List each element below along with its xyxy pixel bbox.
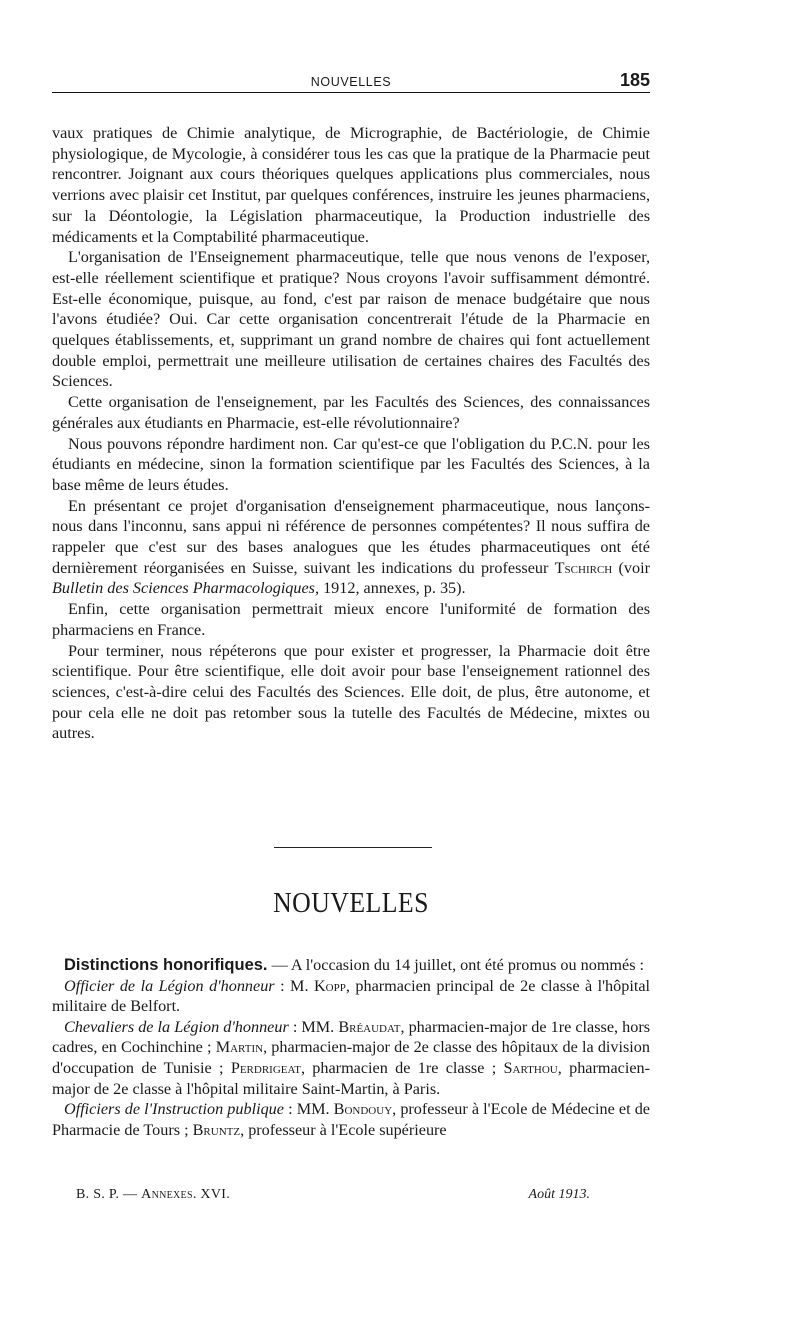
distinction-label: Officiers de l'Instruction publique bbox=[64, 1100, 284, 1119]
distinction-label: Chevaliers de la Légion d'honneur bbox=[64, 1017, 289, 1036]
news-item-title: Distinctions honorifiques. bbox=[64, 956, 268, 974]
person-name: Bréaudat bbox=[338, 1017, 401, 1036]
running-title: NOUVELLES bbox=[310, 75, 392, 89]
footer-annexes: Annexes bbox=[141, 1187, 193, 1202]
article-body bbox=[52, 123, 650, 744]
person-name: Tschirch bbox=[554, 558, 613, 577]
article-paragraph: vaux pratiques de Chimie analytique, de Micrographie, de Bactériologie, de Chimie physiologique, de Mycologie, à considérer tous les cas que la pratique de la Pharmacie peut rencontrer. Joignant aux cours théoriques quelques applications plus commerciales, nous verrions avec plaisir cet Institut, par quelques conférences, instruire les jeunes pharmaciens, sur la Déontologie, la Législation pharmaceutique, la Production industrielle des médicaments et la Comptabilité pharmaceutique. bbox=[52, 124, 650, 246]
article-paragraph: Nous pouvons répondre hardiment non. Car qu'est-ce que l'obligation du P.C.N. pour les étudiants en médecine, sinon la formation scientifique par les Facultés des Sciences, à la base même de leurs études. bbox=[52, 434, 650, 494]
person-name: Martin bbox=[215, 1038, 264, 1057]
article-paragraph: Pour terminer, nous répéterons que pour exister et progresser, la Pharmacie doit être scientifique. Pour être scientifique, elle doit avoir pour base l'enseignement rationnel des sciences, c'est-à-dire celui des Facultés des Sciences. Elle doit, de plus, être autonome, et pour cela elle ne doit pas retomber sous la tutelle des Facultés de Médecine, mixtes ou autres. bbox=[52, 641, 650, 743]
paragraph-text: , professeur à l'Ecole de Médecine et de Pharmacie de Tours ; bbox=[52, 1100, 650, 1139]
paragraph-text: , pharmacien-major de 1re classe, hors cadres, en Cochinchine ; bbox=[52, 1017, 651, 1057]
person-name: Bruntz bbox=[192, 1120, 241, 1139]
person-name: Kopp bbox=[313, 976, 346, 995]
paragraph-text: , pharmacien-major de 2e classe des hôpitaux de la division d'occupation de Tunisie ; bbox=[52, 1038, 650, 1077]
news-paragraph bbox=[52, 1017, 650, 1099]
paragraph-text: , professeur à l'Ecole supérieure bbox=[240, 1120, 447, 1139]
running-head bbox=[52, 70, 650, 93]
person-name: Bondouy bbox=[333, 1100, 393, 1119]
person-name: Perdrigeat bbox=[230, 1058, 301, 1077]
footer-date: Août 1913. bbox=[528, 1187, 590, 1202]
paragraph-text: : M. bbox=[280, 976, 309, 995]
paragraph-text: : MM. bbox=[292, 1017, 335, 1036]
paragraph-text: En présentant ce projet d'organisation d'enseignement pharmaceutique, nous lançons-nous dans l'inconnu, sans appui ni référence de personnes compétentes? Il nous suffira de rappeler que c'est sur des bases analogues que les études pharmaceutiques ont été dernièrement réorganisées en Suisse, suivant les indications du professeur bbox=[52, 496, 650, 577]
page-footer bbox=[52, 1187, 650, 1205]
footer-journal bbox=[76, 1187, 230, 1203]
news-paragraph bbox=[52, 1099, 650, 1140]
footer-prefix: B. S. P. — bbox=[76, 1187, 138, 1202]
article-paragraph bbox=[52, 496, 650, 600]
paragraph-text: , pharmacien de 1re classe ; bbox=[300, 1058, 497, 1077]
journal-title: Bulletin des Sciences Pharmacologiques, bbox=[52, 579, 320, 598]
article-paragraph: L'organisation de l'Enseignement pharmaceutique, telle que nous venons de l'exposer, est-elle réellement scientifique et pratique? Nous croyons l'avoir suffisamment démontré. Est-elle économique, puisque, au fond, c'est par raison de menace budgétaire que nous l'avons étudiée? Oui. Car cette organisation concentrerait l'étude de la Pharmacie en quelques établissements, et, supprimant un grand nombre de chaires qui font actuellement double emploi, permettrait une meilleure utilisation de certaines chaires des Facultés des Sciences. bbox=[52, 248, 650, 391]
news-paragraph bbox=[52, 976, 650, 1017]
page-number: 185 bbox=[619, 70, 650, 90]
paragraph-text: (voir bbox=[618, 558, 651, 577]
footer-volume: . XVI. bbox=[192, 1187, 231, 1202]
article-paragraph: Enfin, cette organisation permettrait mieux encore l'uniformité de formation des pharmaciens en France. bbox=[52, 600, 650, 639]
paragraph-text: — A l'occasion du 14 juillet, ont été promus ou nommés : bbox=[271, 956, 645, 974]
distinction-label: Officier de la Légion d'honneur bbox=[64, 976, 275, 995]
section-heading: NOUVELLES bbox=[273, 888, 429, 919]
paragraph-text: : MM. bbox=[288, 1100, 330, 1119]
news-paragraph bbox=[52, 955, 650, 976]
article-paragraph: Cette organisation de l'enseignement, par les Facultés des Sciences, des connaissances générales aux étudiants en Pharmacie, est-elle révolutionnaire? bbox=[52, 393, 650, 432]
news-body bbox=[52, 955, 650, 1140]
paragraph-text: 1912, annexes, p. 35). bbox=[323, 579, 466, 598]
section-divider bbox=[274, 847, 432, 848]
paragraph-text: , pharmacien-major de 2e classe à l'hôpital militaire Saint-Martin, à Paris. bbox=[52, 1058, 650, 1098]
person-name: Sarthou bbox=[503, 1058, 558, 1077]
paragraph-text: , pharmacien principal de 2e classe à l'hôpital militaire de Belfort. bbox=[52, 976, 651, 1016]
